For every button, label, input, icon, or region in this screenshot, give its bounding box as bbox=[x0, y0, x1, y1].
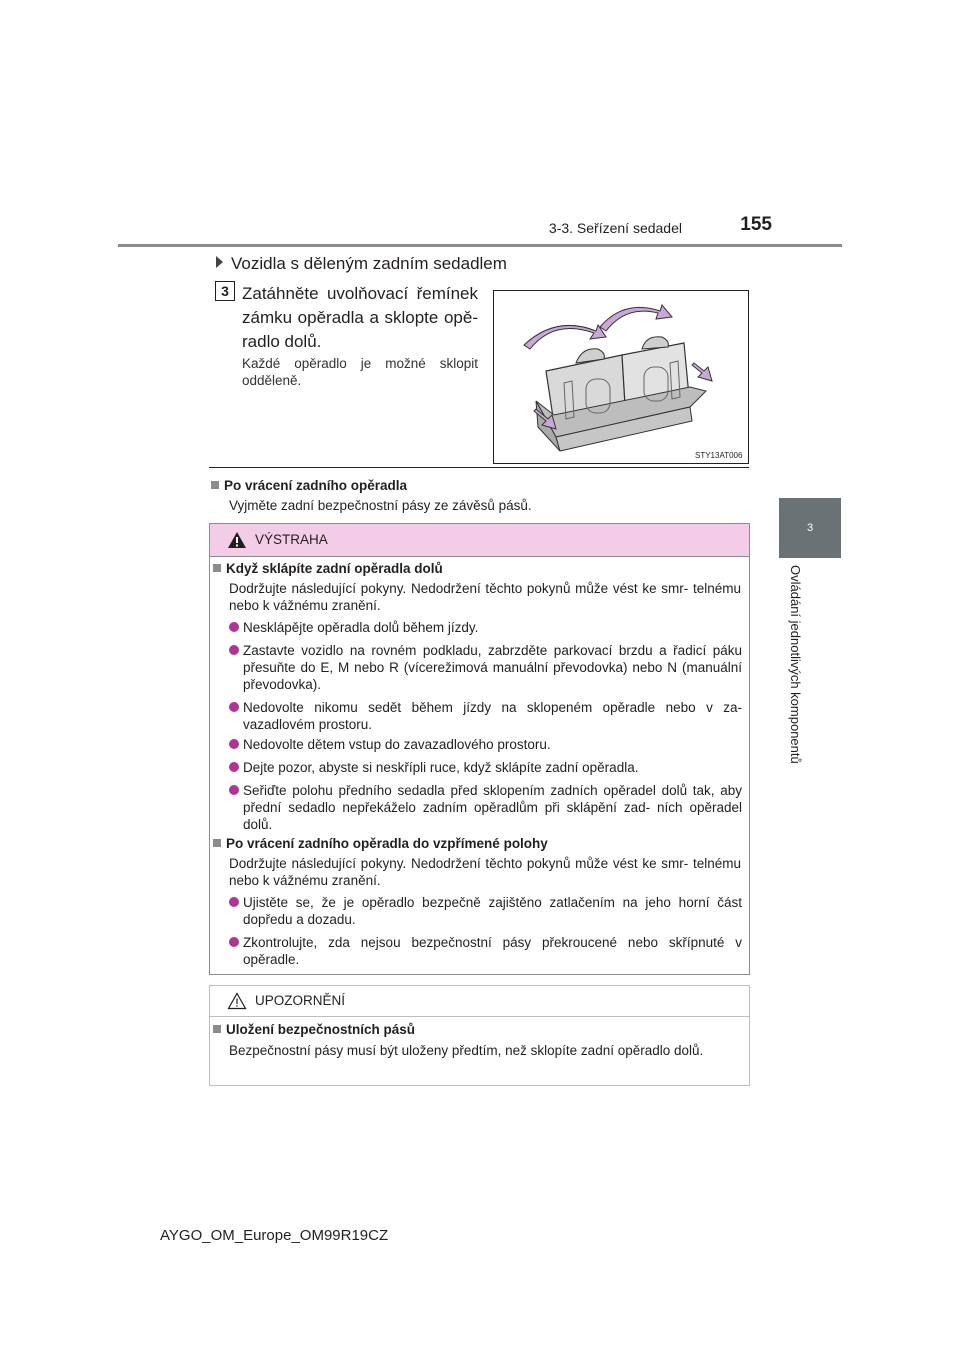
bullet-icon bbox=[229, 897, 239, 907]
warning-item: Ujistěte se, že je opěradlo bezpečně zajištěno zatlačením na jeho horní část dopředu a dozadu. bbox=[243, 895, 742, 927]
warning-block1-heading: Když sklápíte zadní opěradla dolů bbox=[213, 561, 443, 576]
warning-block2-intro: Dodržujte následující pokyny. Nedodržení těchto pokynů může vést ke smr- telnému nebo k vážnému zranění. bbox=[229, 856, 741, 888]
warning-item: Zastavte vozidlo na rovném podkladu, zabrzděte parkovací brzdu a řadicí páku přesuňte do E, M nebo R (vícerežimová manuální převodovka) nebo N (manuální převodovka). bbox=[243, 643, 742, 692]
section-title: 3-3. Seřízení sedadel bbox=[548, 220, 682, 236]
sub-heading bbox=[216, 254, 507, 274]
seat-illustration bbox=[493, 290, 749, 464]
notice-body: Bezpečnostní pásy musí být uloženy předtím, než sklopíte zadní opěradlo dolů. bbox=[229, 1043, 704, 1058]
square-bullet-icon bbox=[213, 1025, 221, 1033]
warning-item: Nedovolte nikomu sedět během jízdy na sklopeném opěradle nebo v za- vazadlovém prostoru. bbox=[243, 700, 742, 732]
bullet-icon bbox=[229, 739, 239, 749]
warning-item: Zkontrolujte, zda nejsou bezpečnostní pásy překroucené nebo skřípnuté v opěradle. bbox=[243, 935, 742, 967]
bullet-icon bbox=[229, 762, 239, 772]
notice-title: UPOZORNĚNÍ bbox=[255, 993, 346, 1008]
chapter-title: Ovládání jednotlivých komponentů bbox=[788, 565, 803, 764]
bullet-icon bbox=[229, 622, 239, 632]
square-bullet-icon bbox=[211, 481, 219, 489]
step-note: Každé opěradlo je možné sklopit odděleně. bbox=[242, 356, 478, 388]
square-bullet-icon bbox=[213, 839, 221, 847]
warning-item: Nesklápějte opěradla dolů během jízdy. bbox=[243, 620, 479, 635]
warning-item: Nedovolte dětem vstup do zavazadlového prostoru. bbox=[243, 737, 551, 752]
step-number: 3 bbox=[215, 281, 235, 301]
warning-block2-heading: Po vrácení zadního opěradla do vzpřímené polohy bbox=[213, 836, 548, 851]
header-divider bbox=[118, 244, 842, 247]
warning-triangle-icon bbox=[227, 531, 247, 549]
page-number: 155 bbox=[740, 214, 772, 235]
arrow-right-icon bbox=[216, 256, 223, 268]
warning-item: Dejte pozor, abyste si neskřípli ruce, když sklápíte zadní opěradla. bbox=[243, 760, 639, 775]
bullet-icon bbox=[229, 785, 239, 795]
chapter-tab bbox=[779, 498, 841, 558]
warning-item: Seřiďte polohu předního sedadla před sklopením zadních opěradel dolů tak, aby přední sedadlo nepřekáželo zadním opěradlům při sklápění zad- ních opěradel dolů. bbox=[243, 783, 742, 832]
step-instruction: Zatáhněte uvolňovací řemínek zámku opěradla a sklopte opě- radlo dolů. bbox=[242, 284, 478, 351]
notice-header-divider bbox=[210, 1016, 749, 1017]
content-divider bbox=[209, 467, 749, 468]
rear-seat-fold-drawing bbox=[494, 291, 748, 463]
notice-heading: Uložení bezpečnostních pásů bbox=[213, 1022, 415, 1037]
document-code: AYGO_OM_Europe_OM99R19CZ bbox=[160, 1227, 389, 1244]
bullet-icon bbox=[229, 645, 239, 655]
sub-heading-text: Vozidla s děleným zadním sedadlem bbox=[231, 254, 507, 273]
section-body: Vyjměte zadní bezpečnostní pásy ze závěsů pásů. bbox=[229, 498, 532, 513]
warning-title: VÝSTRAHA bbox=[255, 532, 328, 547]
bullet-icon bbox=[229, 937, 239, 947]
chapter-number: 3 bbox=[806, 522, 814, 534]
square-bullet-icon bbox=[213, 564, 221, 572]
chapter-title-vertical bbox=[785, 565, 809, 815]
section-heading bbox=[211, 478, 407, 493]
bullet-icon bbox=[229, 702, 239, 712]
illustration-code: STY13AT006 bbox=[695, 451, 743, 460]
section-heading-text: Po vrácení zadního opěradla bbox=[224, 478, 408, 493]
warning-block1-intro: Dodržujte následující pokyny. Nedodržení těchto pokynů může vést ke smr- telnému nebo k vážnému zranění. bbox=[229, 581, 741, 613]
caution-triangle-icon bbox=[227, 992, 247, 1010]
